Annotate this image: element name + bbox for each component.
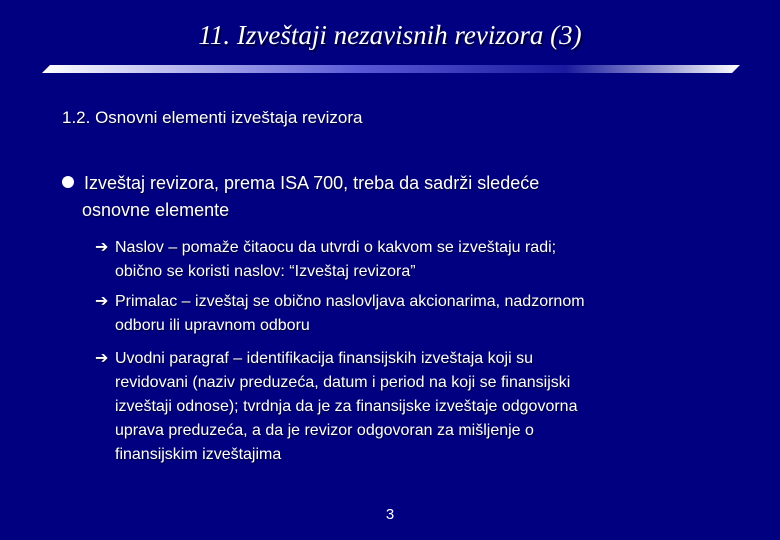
list-item-line: odboru ili upravnom odboru [115,317,310,334]
section-heading: 1.2. Osnovni elementi izveštaja revizora [62,108,363,127]
slide-title: 11. Izveštaji nezavisnih revizora (3) [198,20,582,50]
main-bullet-line2: osnovne elemente [82,200,230,220]
main-bullet [62,170,742,224]
list-item-line: izveštaji odnose); tvrdnja da je za finansijske izveštaje odgovorna [115,398,578,415]
list-item-line: Primalac – izveštaj se obično naslovljava akcionarima, nadzornom [115,293,585,310]
list-item-uvodni-paragraf [95,347,735,467]
bullet-dot-icon [62,176,74,188]
list-item-line: Uvodni paragraf – identifikacija finansijskih izveštaja koji su [115,350,533,367]
list-item-line: Naslov – pomaže čitaocu da utvrdi o kakvom se izveštaju radi; [115,239,557,256]
list-item-line: obično se koristi naslov: “Izveštaj revizora” [115,263,416,280]
right-arrow-icon: ➔ [95,293,109,310]
list-item-line: finansijskim izveštajima [115,446,282,463]
title-divider [42,65,740,73]
right-arrow-icon: ➔ [95,350,109,367]
main-bullet-line1: Izveštaj revizora, prema ISA 700, treba da sadrži sledeće [84,173,540,193]
list-item-line: uprava preduzeća, a da je revizor odgovoran za mišljenje o [115,422,534,439]
list-item-primalac [95,290,735,338]
page-number: 3 [385,506,395,523]
list-item-naslov [95,236,735,284]
right-arrow-icon: ➔ [95,239,109,256]
list-item-line: revidovani (naziv preduzeća, datum i period na koji se finansijski [115,374,571,391]
